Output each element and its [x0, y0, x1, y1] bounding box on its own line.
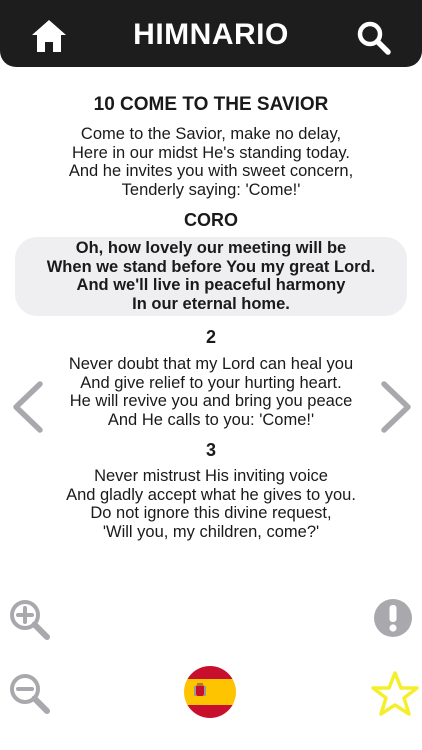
zoom-out-button[interactable]	[8, 672, 52, 716]
verse-1	[0, 125, 422, 199]
spain-flag-icon	[184, 666, 236, 718]
verse-2-number: 2	[205, 327, 216, 347]
zoom-in-icon	[8, 598, 52, 642]
hymn-title: 10 COME TO THE SAVIOR	[93, 94, 329, 115]
previous-hymn-button[interactable]	[8, 380, 48, 434]
exclamation-icon	[373, 598, 413, 638]
star-icon	[370, 670, 420, 718]
chorus-line: When we stand before You my great Lord.	[46, 257, 376, 276]
chorus-line: Oh, how lovely our meeting will be	[75, 239, 347, 257]
verse-line: Tenderly saying: 'Come!'	[121, 180, 301, 199]
favorite-button[interactable]	[370, 670, 420, 718]
verse-line: And He calls to you: 'Come!'	[107, 410, 315, 429]
verse-line: And he invites you with sweet concern,	[68, 162, 354, 180]
chorus-line: In our eternal home.	[132, 294, 290, 313]
verse-3-number: 3	[205, 440, 216, 460]
language-flag-button[interactable]	[184, 666, 236, 718]
search-button[interactable]	[356, 20, 392, 56]
hymn-content	[0, 92, 422, 541]
verse-line: Never mistrust His inviting voice	[94, 467, 328, 485]
verse-line: Here in our midst He's standing today.	[72, 143, 350, 162]
verse-line: Come to the Savior, make no delay,	[80, 125, 342, 143]
verse-line: He will revive you and bring you peace	[69, 392, 353, 410]
next-hymn-button[interactable]	[376, 380, 416, 434]
chorus	[15, 239, 407, 313]
chevron-right-icon	[376, 380, 416, 434]
chorus-line: And we'll live in peaceful harmony	[76, 276, 346, 294]
verse-line: Do not ignore this divine request,	[90, 504, 332, 522]
verse-line: 'Will you, my children, come?'	[102, 522, 320, 541]
zoom-in-button[interactable]	[8, 598, 52, 642]
search-icon	[356, 20, 392, 56]
verse-line: And gladly accept what he gives to you.	[66, 485, 356, 504]
chorus-box	[15, 237, 407, 316]
app-title: HIMNARIO	[133, 18, 289, 51]
verse-line: Never doubt that my Lord can heal you	[68, 355, 354, 373]
verse-line: And give relief to your hurting heart.	[80, 373, 342, 392]
chevron-left-icon	[8, 380, 48, 434]
app-header	[0, 0, 422, 67]
verse-3	[0, 467, 422, 541]
report-button[interactable]	[373, 598, 413, 638]
chorus-label: CORO	[184, 210, 238, 230]
verse-2	[0, 355, 422, 429]
zoom-out-icon	[8, 672, 52, 716]
